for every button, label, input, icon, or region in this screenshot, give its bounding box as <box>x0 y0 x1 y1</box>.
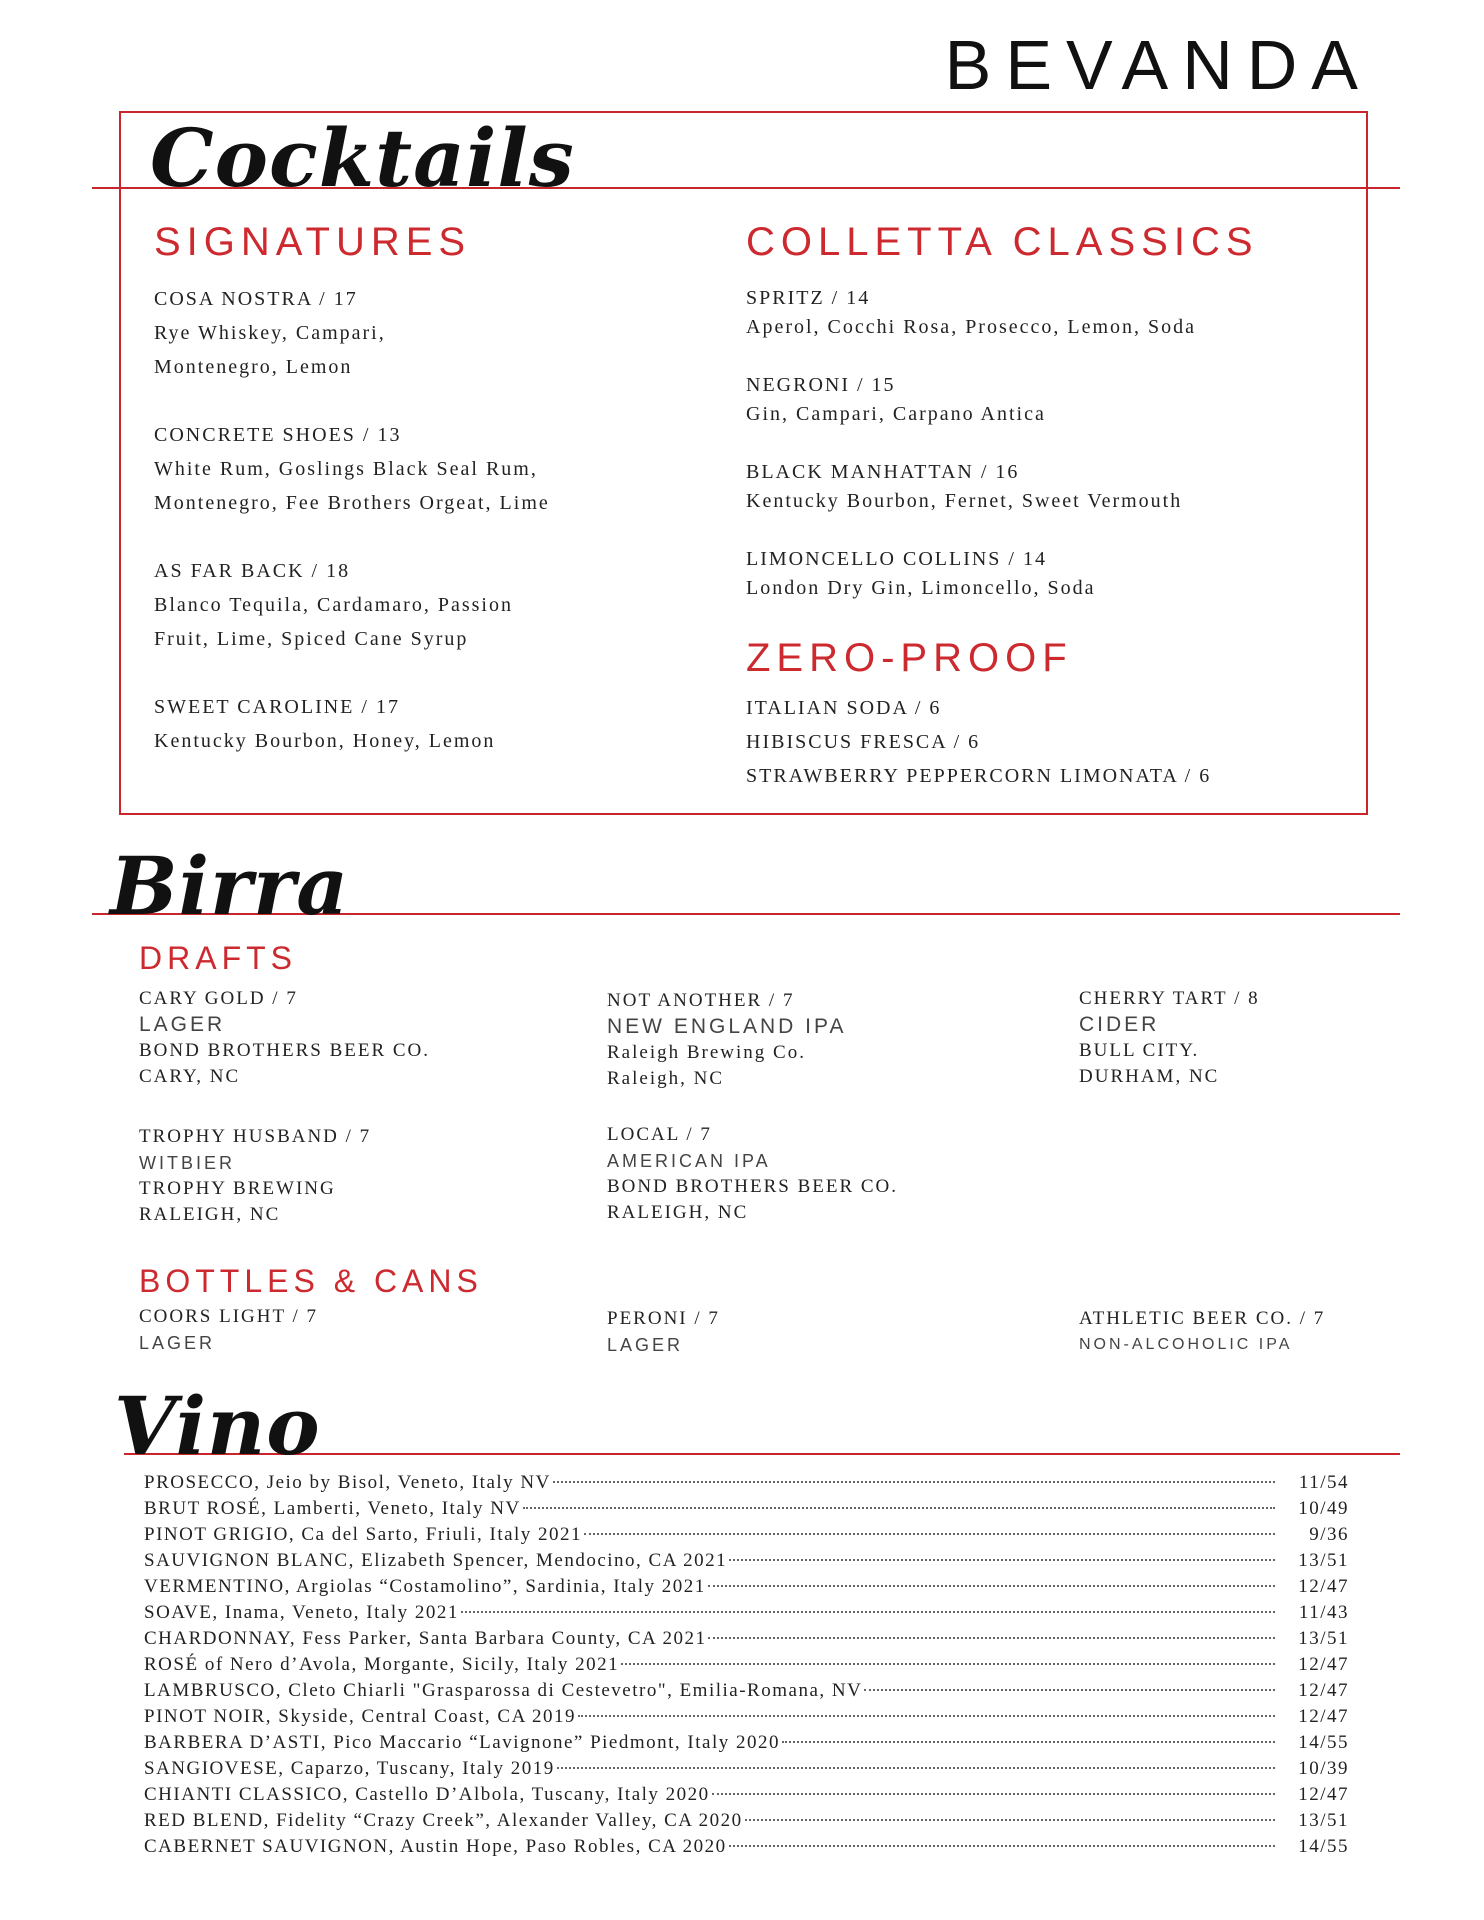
menu-item <box>154 418 714 520</box>
dot-leader <box>557 1767 1275 1769</box>
zero-proof-heading: ZERO-PROOF <box>746 636 1073 680</box>
wine-row <box>144 1834 1349 1860</box>
wine-row <box>144 1522 1349 1548</box>
wine-name: SOAVE, Inama, Veneto, Italy 2021 <box>144 1602 459 1623</box>
item-description: White Rum, Goslings Black Seal Rum, <box>154 458 538 480</box>
beer-item <box>139 986 579 1090</box>
dot-leader <box>745 1819 1275 1821</box>
item-description: Fruit, Lime, Spiced Cane Syrup <box>154 628 469 650</box>
bottle-item <box>139 1304 579 1356</box>
wine-name: CHIANTI CLASSICO, Castello D’Albola, Tuscany, Italy 2020 <box>144 1784 710 1805</box>
beer-name: ATHLETIC BEER CO. / 7 <box>1079 1308 1326 1329</box>
dot-leader <box>523 1507 1275 1509</box>
dot-leader <box>621 1663 1275 1665</box>
wine-price: 12/47 <box>1298 1784 1349 1805</box>
beer-name: LOCAL / 7 <box>607 1124 712 1145</box>
wine-name: PINOT NOIR, Skyside, Central Coast, CA 2019 <box>144 1706 577 1727</box>
dot-leader <box>708 1585 1275 1587</box>
beer-location: DURHAM, NC <box>1079 1066 1220 1087</box>
wine-price: 13/51 <box>1298 1810 1349 1831</box>
wine-row <box>144 1730 1349 1756</box>
beer-location: RALEIGH, NC <box>607 1202 749 1223</box>
dot-leader <box>578 1715 1275 1717</box>
vino-heading: Vino <box>114 1379 321 1473</box>
wine-row <box>144 1600 1349 1626</box>
menu-item <box>746 284 1346 342</box>
item-description: Kentucky Bourbon, Honey, Lemon <box>154 730 496 752</box>
wine-price: 11/54 <box>1298 1472 1349 1493</box>
wine-price: 10/39 <box>1298 1758 1349 1779</box>
wine-price: 11/43 <box>1298 1602 1349 1623</box>
wine-name: PROSECCO, Jeio by Bisol, Veneto, Italy NV <box>144 1472 551 1493</box>
menu-item <box>746 545 1346 603</box>
beer-brewer: BULL CITY. <box>1079 1040 1200 1061</box>
signatures-list <box>154 282 714 758</box>
beer-name: CHERRY TART / 8 <box>1079 988 1260 1009</box>
dot-leader <box>864 1689 1275 1691</box>
wine-name: RED BLEND, Fidelity “Crazy Creek”, Alexander Valley, CA 2020 <box>144 1810 743 1831</box>
beer-style: LAGER <box>139 1013 226 1036</box>
wine-price: 10/49 <box>1298 1498 1349 1519</box>
beer-item <box>139 1124 579 1228</box>
cocktails-heading: Cocktails <box>150 111 575 205</box>
item-name: COSA NOSTRA / 17 <box>154 288 358 310</box>
birra-heading: Birra <box>110 839 350 933</box>
wine-row <box>144 1548 1349 1574</box>
wine-name: BARBERA D’ASTI, Pico Maccario “Lavignone” Piedmont, Italy 2020 <box>144 1732 780 1753</box>
wine-price: 12/47 <box>1298 1654 1349 1675</box>
dot-leader <box>729 1559 1275 1561</box>
wine-row <box>144 1652 1349 1678</box>
wine-price: 12/47 <box>1298 1680 1349 1701</box>
beer-name: COORS LIGHT / 7 <box>139 1306 319 1327</box>
item-description: Montenegro, Fee Brothers Orgeat, Lime <box>154 492 550 514</box>
beer-brewer: BOND BROTHERS BEER CO. <box>607 1176 899 1197</box>
drafts-column-1 <box>139 986 579 1262</box>
wine-name: CABERNET SAUVIGNON, Austin Hope, Paso Robles, CA 2020 <box>144 1836 727 1857</box>
wine-price: 14/55 <box>1298 1836 1349 1857</box>
beer-brewer: Raleigh Brewing Co. <box>607 1042 806 1063</box>
bottle-item <box>607 1306 1047 1358</box>
item-description: Gin, Campari, Carpano Antica <box>746 403 1046 425</box>
item-name: CONCRETE SHOES / 13 <box>154 424 402 446</box>
menu-item: ITALIAN SODA / 6 <box>746 697 942 719</box>
wine-price: 14/55 <box>1298 1732 1349 1753</box>
wine-row <box>144 1496 1349 1522</box>
beer-style: LAGER <box>607 1335 684 1355</box>
dot-leader <box>461 1611 1275 1613</box>
wine-row <box>144 1626 1349 1652</box>
item-description: London Dry Gin, Limoncello, Soda <box>746 577 1096 599</box>
beer-brewer: BOND BROTHERS BEER CO. <box>139 1040 431 1061</box>
beer-style: NON-ALCOHOLIC IPA <box>1079 1336 1293 1353</box>
beer-brewer: TROPHY BREWING <box>139 1178 336 1199</box>
dot-leader <box>584 1533 1275 1535</box>
wine-price: 13/51 <box>1298 1550 1349 1571</box>
dot-leader <box>729 1845 1275 1847</box>
dot-leader <box>553 1481 1275 1483</box>
beer-style: CIDER <box>1079 1013 1160 1036</box>
classics-list <box>746 284 1346 632</box>
bottles-cans-heading: BOTTLES & CANS <box>139 1263 483 1299</box>
wine-name: LAMBRUSCO, Cleto Chiarli "Grasparossa di Cestevetro", Emilia-Romana, NV <box>144 1680 863 1701</box>
wine-price: 9/36 <box>1309 1524 1349 1545</box>
beer-item <box>607 1122 1047 1226</box>
menu-item <box>746 458 1346 516</box>
item-name: BLACK MANHATTAN / 16 <box>746 461 1020 483</box>
beer-name: TROPHY HUSBAND / 7 <box>139 1126 372 1147</box>
wine-price: 12/47 <box>1298 1576 1349 1597</box>
beer-style: LAGER <box>139 1333 216 1353</box>
wine-name: PINOT GRIGIO, Ca del Sarto, Friuli, Italy 2021 <box>144 1524 583 1545</box>
menu-item: STRAWBERRY PEPPERCORN LIMONATA / 6 <box>746 765 1212 787</box>
item-name: AS FAR BACK / 18 <box>154 560 351 582</box>
menu-item <box>154 554 714 656</box>
wine-name: CHARDONNAY, Fess Parker, Santa Barbara County, CA 2021 <box>144 1628 707 1649</box>
beer-item <box>607 988 1047 1092</box>
drafts-column-3 <box>1079 986 1399 1124</box>
item-description: Kentucky Bourbon, Fernet, Sweet Vermouth <box>746 490 1183 512</box>
item-name: NEGRONI / 15 <box>746 374 896 396</box>
bottle-item <box>1079 1306 1399 1358</box>
beer-style: NEW ENGLAND IPA <box>607 1015 847 1038</box>
beer-style: WITBIER <box>139 1153 235 1173</box>
wine-list <box>144 1470 1349 1860</box>
wine-row <box>144 1470 1349 1496</box>
dot-leader <box>708 1637 1275 1639</box>
zero-proof-list <box>746 691 1346 793</box>
wine-row <box>144 1782 1349 1808</box>
wine-row <box>144 1756 1349 1782</box>
wine-price: 13/51 <box>1298 1628 1349 1649</box>
item-name: SWEET CAROLINE / 17 <box>154 696 400 718</box>
item-description: Rye Whiskey, Campari, <box>154 322 386 344</box>
beer-location: Raleigh, NC <box>607 1068 724 1089</box>
menu-item <box>746 371 1346 429</box>
wine-row <box>144 1678 1349 1704</box>
menu-item <box>154 282 714 384</box>
wine-name: VERMENTINO, Argiolas “Costamolino”, Sardinia, Italy 2021 <box>144 1576 706 1597</box>
beer-name: CARY GOLD / 7 <box>139 988 298 1009</box>
item-description: Aperol, Cocchi Rosa, Prosecco, Lemon, Soda <box>746 316 1197 338</box>
beer-name: NOT ANOTHER / 7 <box>607 990 795 1011</box>
wine-price: 12/47 <box>1298 1706 1349 1727</box>
beer-location: CARY, NC <box>139 1066 241 1087</box>
wine-name: BRUT ROSÉ, Lamberti, Veneto, Italy NV <box>144 1498 521 1519</box>
signatures-heading: SIGNATURES <box>154 220 472 264</box>
beer-style: AMERICAN IPA <box>607 1151 771 1171</box>
dot-leader <box>782 1741 1275 1743</box>
item-description: Montenegro, Lemon <box>154 356 353 378</box>
wine-name: SANGIOVESE, Caparzo, Tuscany, Italy 2019 <box>144 1758 555 1779</box>
menu-item: HIBISCUS FRESCA / 6 <box>746 731 981 753</box>
page-title: BEVANDA <box>944 26 1372 104</box>
wine-row <box>144 1704 1349 1730</box>
drafts-heading: DRAFTS <box>139 940 297 976</box>
wine-name: SAUVIGNON BLANC, Elizabeth Spencer, Mendocino, CA 2021 <box>144 1550 728 1571</box>
item-name: SPRITZ / 14 <box>746 287 871 309</box>
item-name: LIMONCELLO COLLINS / 14 <box>746 548 1047 570</box>
beer-item <box>1079 986 1399 1090</box>
beer-name: PERONI / 7 <box>607 1308 720 1329</box>
menu-item <box>154 690 714 758</box>
wine-row <box>144 1808 1349 1834</box>
colletta-classics-heading: COLLETTA CLASSICS <box>746 220 1259 264</box>
item-description: Blanco Tequila, Cardamaro, Passion <box>154 594 513 616</box>
wine-name: ROSÉ of Nero d’Avola, Morgante, Sicily, Italy 2021 <box>144 1654 620 1675</box>
drafts-column-2 <box>607 988 1047 1260</box>
dot-leader <box>712 1793 1275 1795</box>
beer-location: RALEIGH, NC <box>139 1204 281 1225</box>
wine-row <box>144 1574 1349 1600</box>
